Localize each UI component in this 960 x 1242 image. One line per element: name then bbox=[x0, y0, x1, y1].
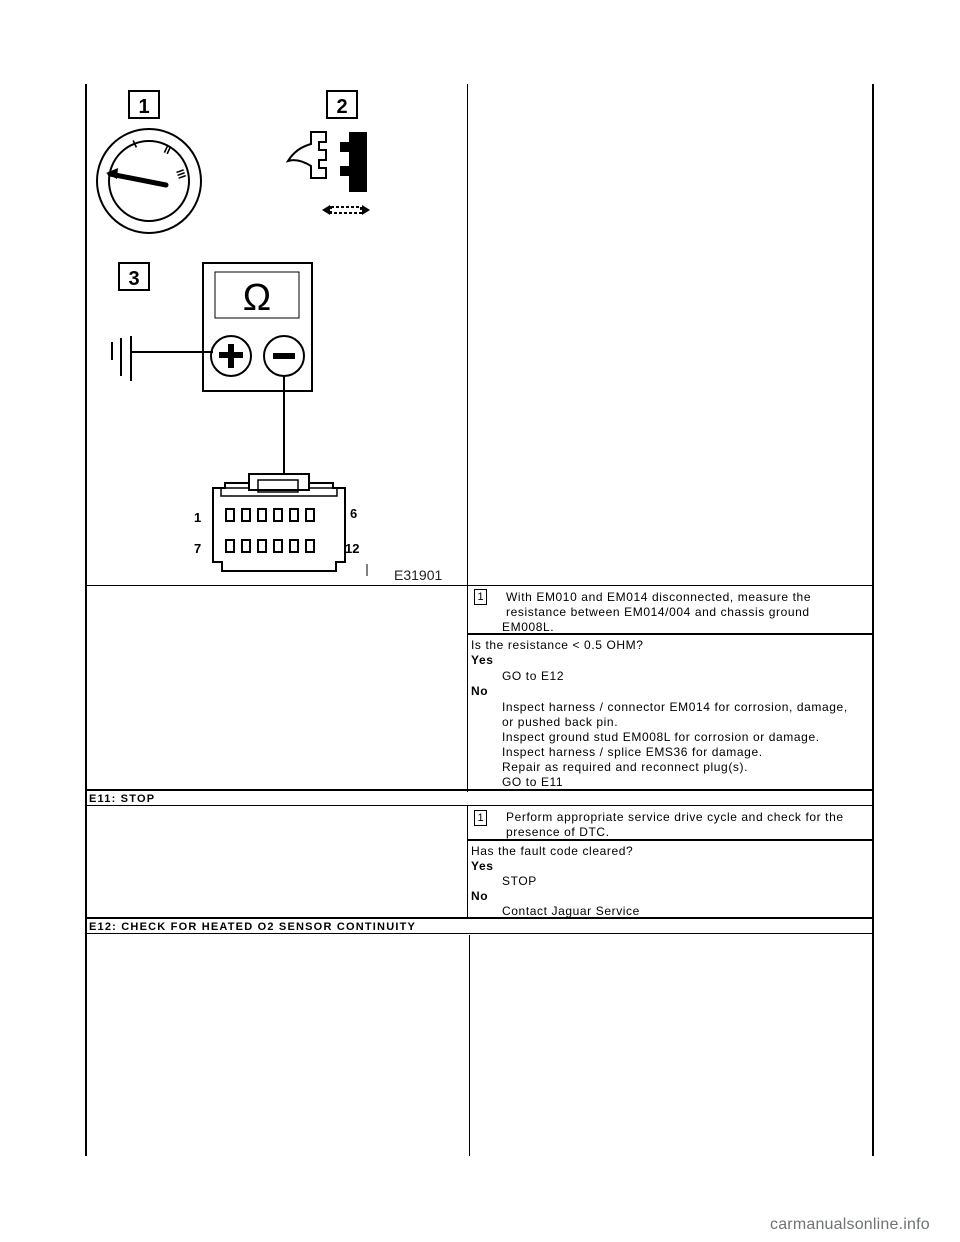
q1-no-action-1: Inspect harness / connector EM014 for corrosion, damage, bbox=[502, 700, 848, 714]
connector-12-pin-icon bbox=[194, 474, 359, 571]
q2-question: Has the fault code cleared? bbox=[471, 844, 634, 858]
row-divider-figure-bottom bbox=[85, 585, 874, 586]
step-number-box: 1 bbox=[474, 589, 487, 605]
chassis-ground-icon bbox=[112, 336, 213, 381]
pin-label-6: 6 bbox=[350, 506, 358, 521]
row-divider-e11-bottom bbox=[85, 805, 874, 806]
q1-no-action-4: Inspect harness / splice EMS36 for damage. bbox=[502, 745, 763, 759]
callout-3-label: 3 bbox=[128, 268, 140, 290]
pin-label-7: 7 bbox=[194, 541, 202, 556]
ignition-switch-icon bbox=[97, 129, 201, 233]
section-header-e11: E11: STOP bbox=[89, 793, 156, 805]
row-divider-q2-bottom bbox=[85, 917, 874, 919]
ohmmeter-icon bbox=[203, 263, 312, 391]
q1-yes-label: Yes bbox=[471, 653, 494, 667]
q2-yes-label: Yes bbox=[471, 859, 494, 873]
q1-no-action-3: Inspect ground stud EM008L for corrosion or damage. bbox=[502, 730, 820, 744]
callout-2-label: 2 bbox=[336, 96, 348, 118]
switch-mark-3: III bbox=[173, 167, 188, 181]
step1-line1: With EM010 and EM014 disconnected, measure the bbox=[506, 590, 812, 604]
q1-yes-action: GO to E12 bbox=[502, 669, 565, 683]
callout-3 bbox=[119, 263, 149, 290]
wiring-test-figure bbox=[88, 86, 466, 584]
callout-1 bbox=[129, 91, 162, 121]
section-header-e12: E12: CHECK FOR HEATED O2 SENSOR CONTINUITY bbox=[89, 921, 417, 933]
table-middle-divider-top bbox=[467, 84, 468, 792]
callout-2 bbox=[327, 91, 357, 118]
table-middle-divider-bottom bbox=[469, 935, 470, 1156]
pin-label-1: 1 bbox=[194, 510, 202, 525]
q2-no-label: No bbox=[471, 889, 489, 903]
step2-line1: Perform appropriate service drive cycle and check for the bbox=[506, 810, 844, 824]
q1-question: Is the resistance < 0.5 OHM? bbox=[471, 638, 644, 652]
step2-line2: presence of DTC. bbox=[506, 825, 610, 839]
q1-no-label: No bbox=[471, 684, 489, 698]
table-middle-divider-lower bbox=[467, 806, 468, 918]
ohm-symbol: Ω bbox=[242, 277, 272, 319]
switch-mark-1: I bbox=[131, 138, 140, 151]
q2-no-action: Contact Jaguar Service bbox=[502, 904, 640, 918]
switch-mark-2: II bbox=[161, 143, 173, 158]
table-left-border bbox=[85, 84, 87, 1156]
table-right-border bbox=[872, 84, 874, 1156]
step1-line2: resistance between EM014/004 and chassis ground bbox=[506, 605, 810, 619]
switch-mark-0: 0 bbox=[107, 169, 121, 180]
pin-label-12: 12 bbox=[345, 541, 360, 556]
row-divider-step2-bottom bbox=[467, 839, 874, 841]
site-watermark: carmanualsonline.info bbox=[770, 1216, 930, 1233]
q1-no-action-5: Repair as required and reconnect plug(s). bbox=[502, 760, 749, 774]
step-number-box-2: 1 bbox=[474, 810, 487, 826]
q1-no-action-6: GO to E11 bbox=[502, 775, 564, 789]
q2-yes-action: STOP bbox=[502, 874, 537, 888]
q1-no-action-2: or pushed back pin. bbox=[502, 715, 619, 729]
step1-line3: EM008L. bbox=[502, 620, 555, 634]
row-divider-q1-bottom bbox=[85, 789, 874, 791]
callout-1-label: 1 bbox=[138, 96, 150, 118]
figure-code: E31901 bbox=[394, 567, 443, 583]
connector-disconnect-icon bbox=[288, 132, 370, 215]
